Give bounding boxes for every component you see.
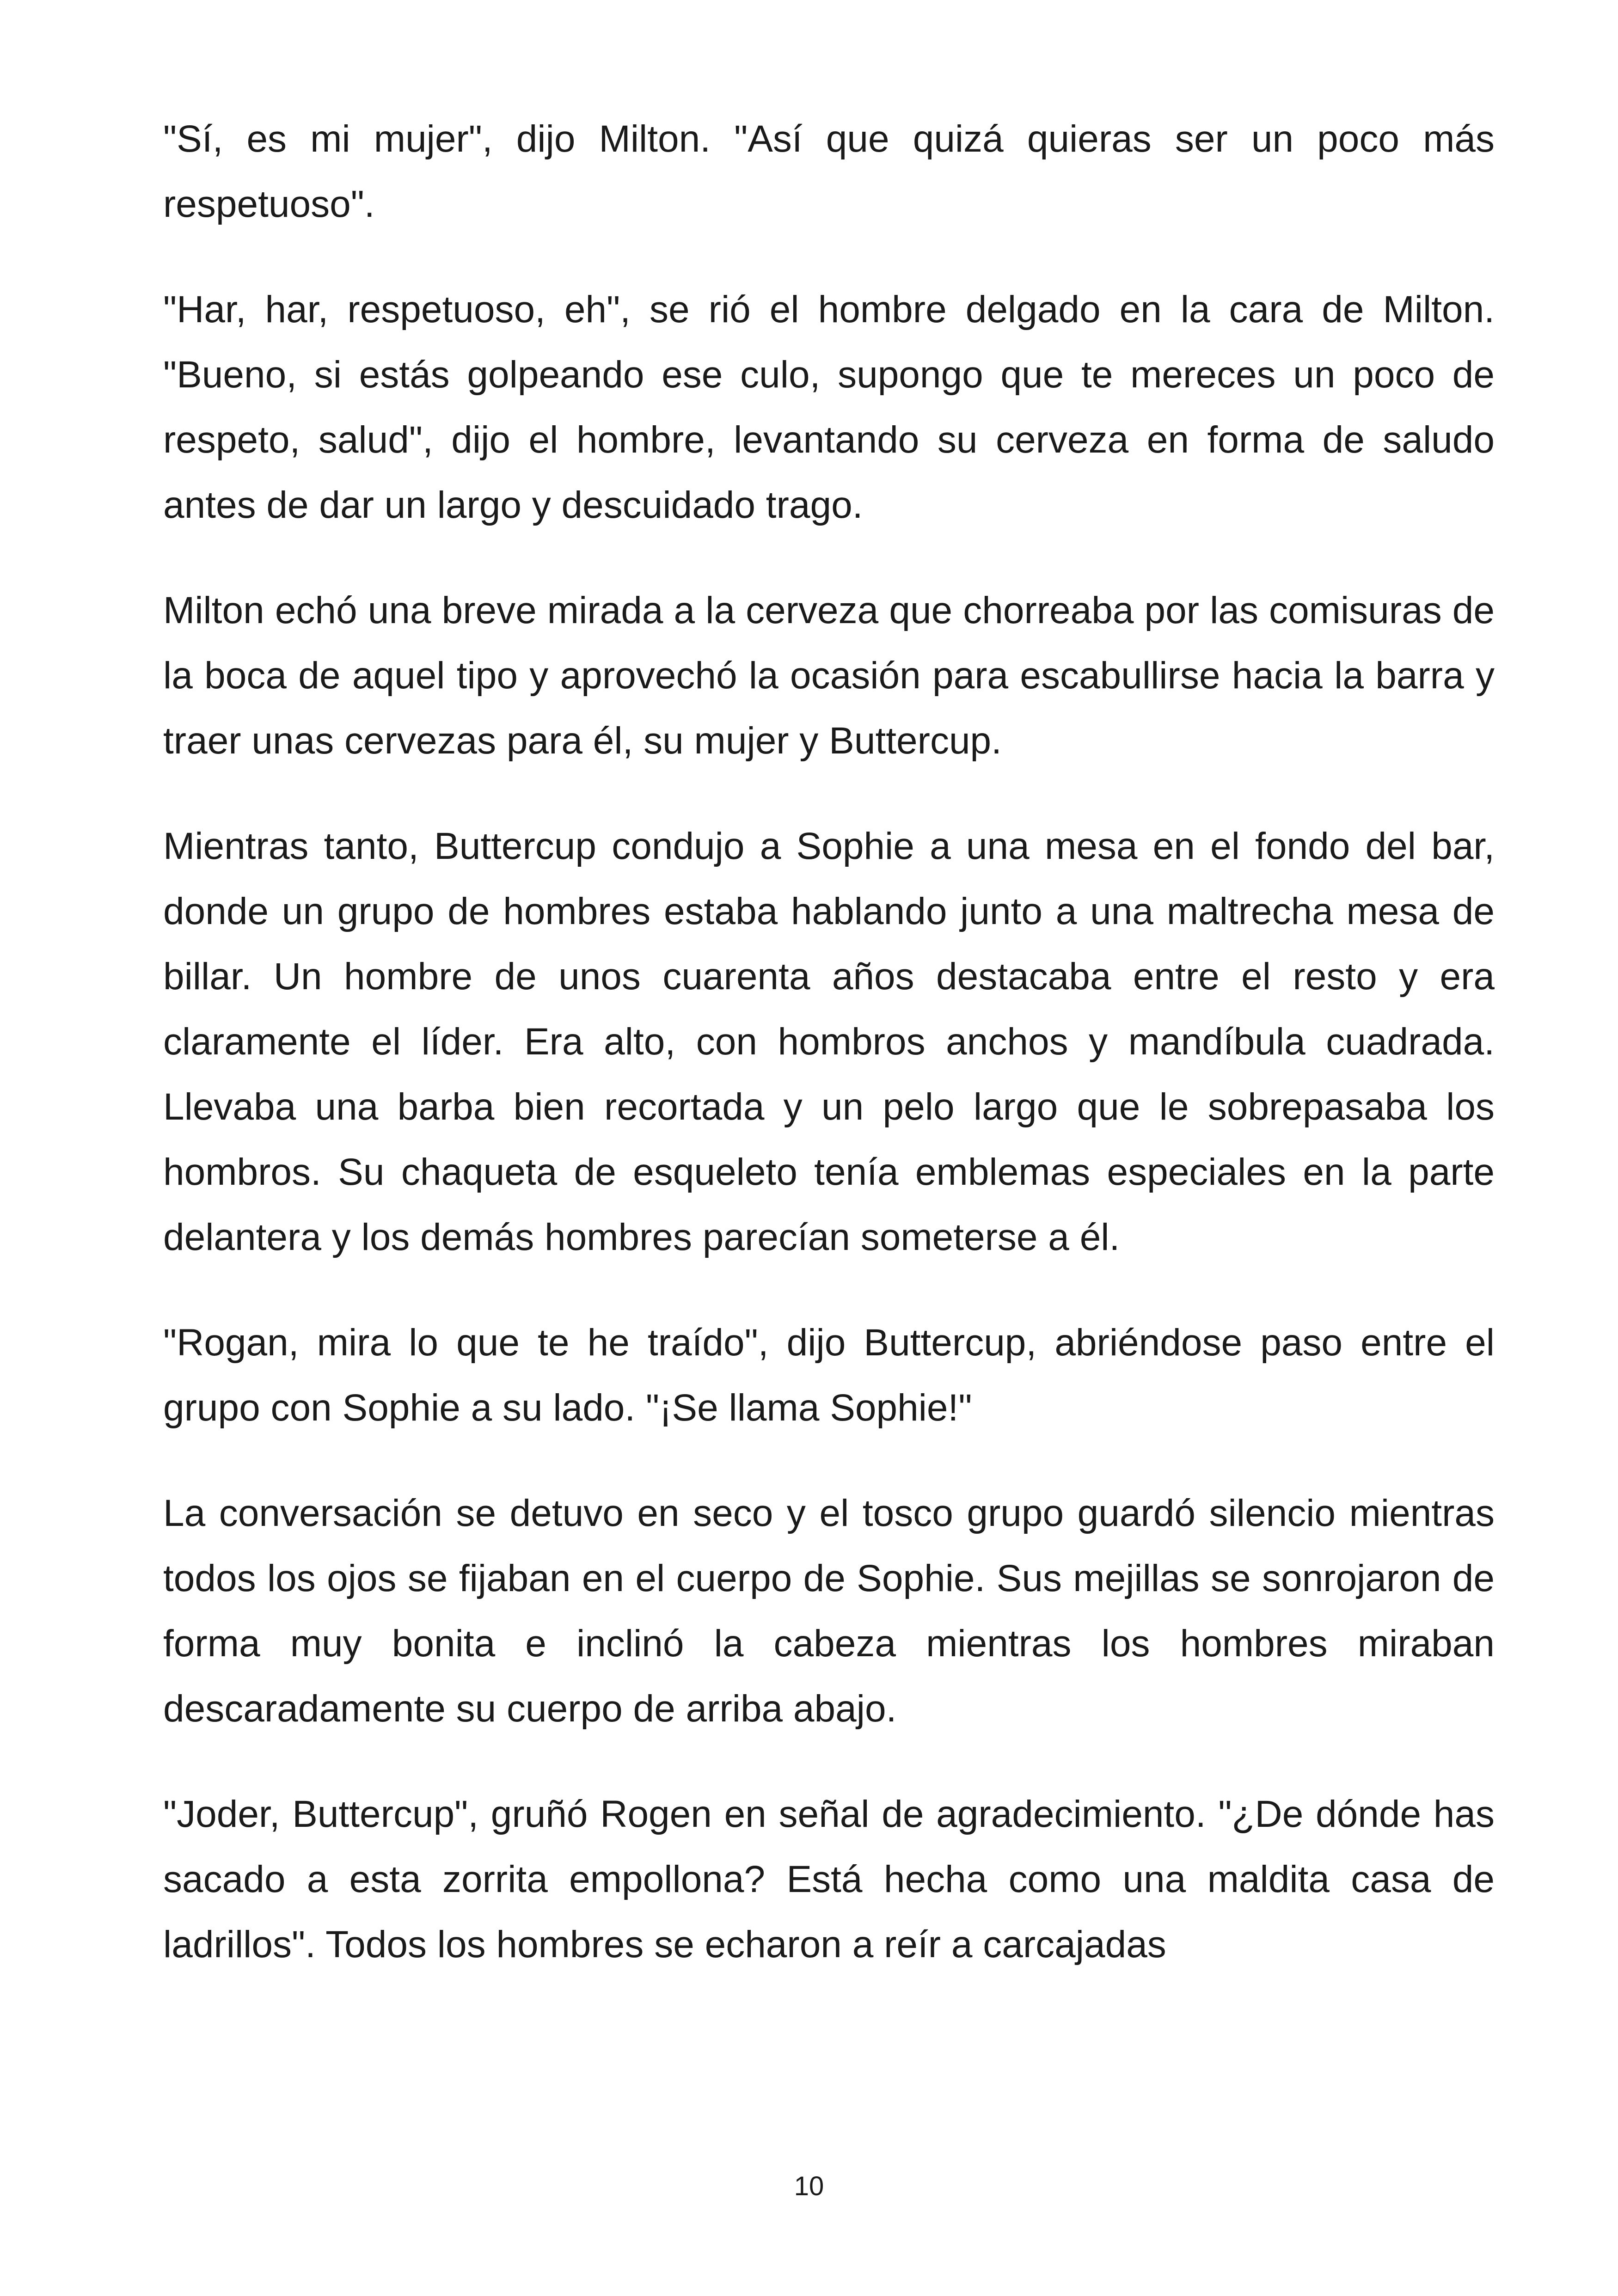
- page-number: 10: [794, 2171, 824, 2201]
- paragraph-7: "Joder, Buttercup", gruñó Rogen en señal de agradecimiento. "¿De dónde has sacado a esta zorrita empollona? Está hecha como una maldita casa de ladrillos". Todos los hombres se echaron a reír a carcajadas: [163, 1793, 1495, 1965]
- page-body: [163, 106, 1495, 2017]
- paragraph-2: "Har, har, respetuoso, eh", se rió el hombre delgado en la cara de Milton. "Bueno, si estás golpeando ese culo, supongo que te mereces un poco de respeto, salud", dijo el hombre, levantando su cerveza en forma de saludo antes de dar un largo y descuidado trago.: [163, 288, 1495, 526]
- paragraph-1: "Sí, es mi mujer", dijo Milton. "Así que quizá quieras ser un poco más respetuoso".: [163, 118, 1495, 225]
- paragraph-3: Milton echó una breve mirada a la cerveza que chorreaba por las comisuras de la boca de aquel tipo y aprovechó la ocasión para escabullirse hacia la barra y traer unas cervezas para él, su mujer y Buttercup.: [163, 589, 1495, 762]
- paragraph-5: "Rogan, mira lo que te he traído", dijo Buttercup, abriéndose paso entre el grupo con Sophie a su lado. "¡Se llama Sophie!": [163, 1322, 1495, 1429]
- paragraph-4: Mientras tanto, Buttercup condujo a Sophie a una mesa en el fondo del bar, donde un grupo de hombres estaba hablando junto a una maltrecha mesa de billar. Un hombre de unos cuarenta años destacaba entre el resto y era claramente el líder. Era alto, con hombros anchos y mandíbula cuadrada. Llevaba una barba bien recortada y un pelo largo que le sobrepasaba los hombros. Su chaqueta de esqueleto tenía emblemas especiales en la parte delantera y los demás hombres parecían someterse a él.: [163, 825, 1495, 1258]
- paragraph-6: La conversación se detuvo en seco y el tosco grupo guardó silencio mientras todos los ojos se fijaban en el cuerpo de Sophie. Sus mejillas se sonrojaron de forma muy bonita e inclinó la cabeza mientras los hombres miraban descaradamente su cuerpo de arriba abajo.: [163, 1492, 1495, 1730]
